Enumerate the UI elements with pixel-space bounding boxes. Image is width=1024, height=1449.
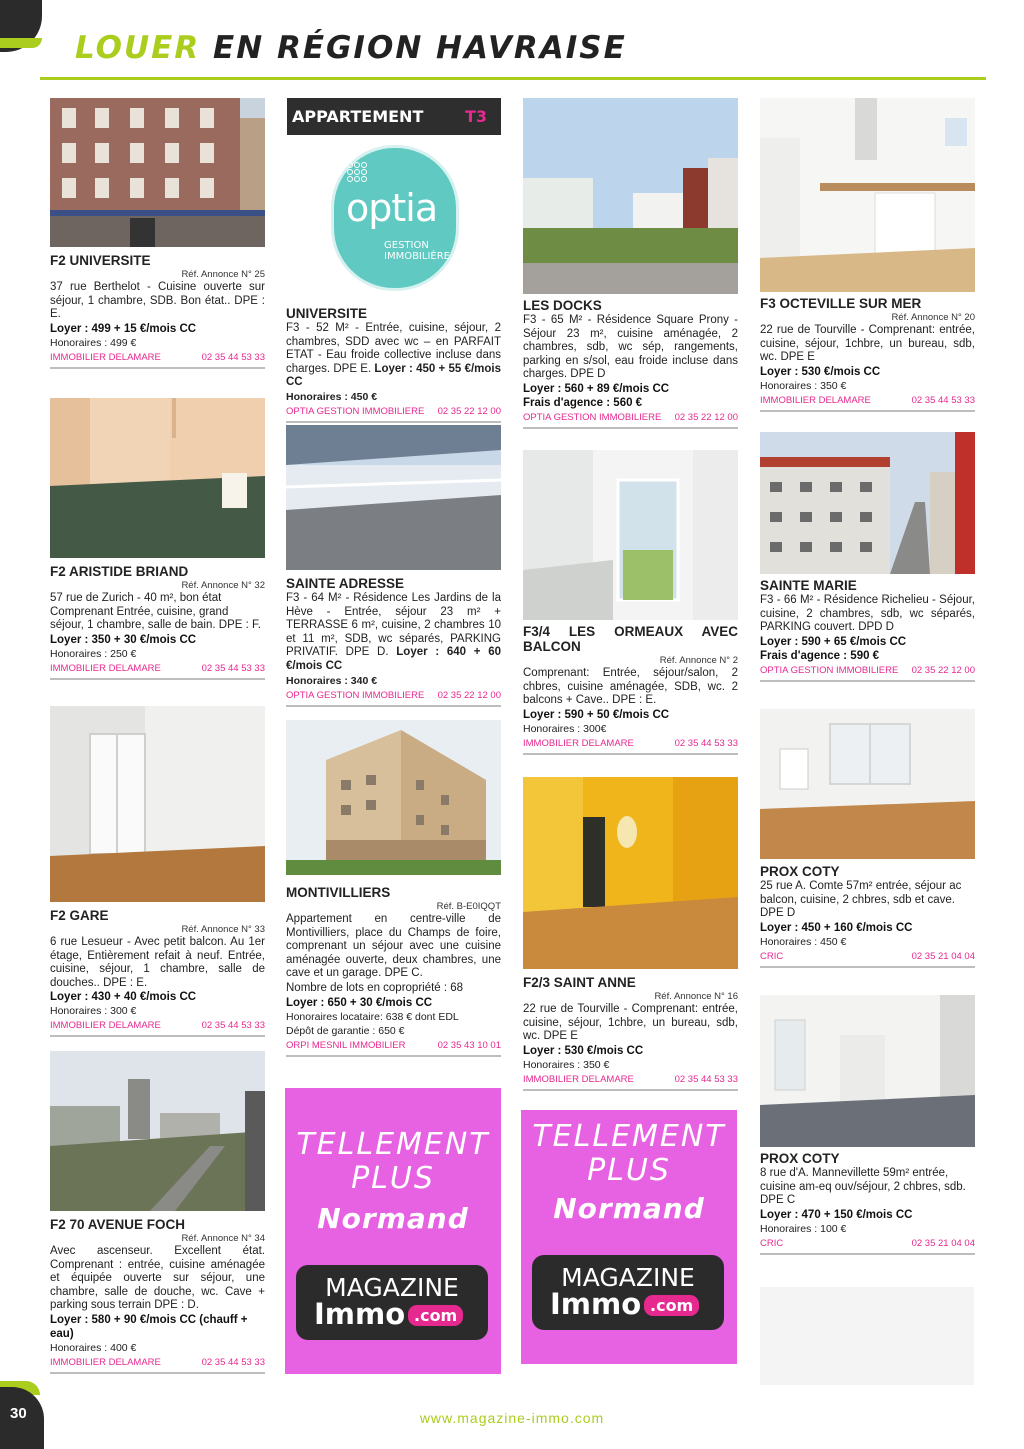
listing-deposit: Dépôt de garantie : 650 €: [286, 1024, 405, 1037]
listing-description: Appartement en centre-ville de Montivilliers, place du Champs de foire, comprenant un séjour avec une cuisine aménagée ouverte, deux chambres, une cave et un garage. DPE C.: [286, 913, 501, 980]
agency-name: IMMOBILIER DELAMARE: [50, 1020, 161, 1032]
optia-logo-subtitle: [384, 240, 450, 262]
agency-phone[interactable]: 02 35 22 12 00: [911, 664, 975, 676]
listing-agency: [760, 951, 975, 968]
page-title-rest: EN RÉGION HAVRAISE: [213, 30, 627, 66]
agency-name: OPTIA GESTION IMMOBILIERE: [523, 411, 662, 423]
agency-phone[interactable]: 02 35 44 53 33: [201, 1356, 265, 1368]
promo-tellement-plus-normand-2[interactable]: [521, 1110, 737, 1364]
promo-tellement-plus-normand[interactable]: [285, 1088, 501, 1374]
listing-f2-aristide-briand[interactable]: [50, 398, 265, 680]
listing-rent: Loyer : 580 + 90 €/mois CC (chauff + eau): [50, 1313, 248, 1340]
optia-subtitle-2: IMMOBILIÈRE: [384, 251, 450, 262]
listing-universite-t3[interactable]: [286, 300, 501, 423]
listing-photo: [50, 1051, 265, 1211]
listing-title: LES DOCKS: [523, 298, 602, 313]
listing-photo: [523, 777, 738, 969]
corner-tab: [0, 0, 42, 52]
listing-description: 22 rue de Tourville - Comprenant: entrée, cuisine, séjour, 1chbre, un bureau, sdb, wc. DPE E: [523, 1003, 738, 1043]
listing-fees: Honoraires : 450 €: [286, 390, 378, 403]
listing-agency: [286, 690, 501, 707]
logo-immo: Immo: [550, 1287, 642, 1321]
agency-phone[interactable]: 02 35 22 12 00: [437, 405, 501, 417]
listing-ref: Réf. Annonce N° 33: [181, 924, 265, 935]
agency-name: IMMOBILIER DELAMARE: [523, 1073, 634, 1085]
listing-montivilliers[interactable]: [286, 720, 501, 1057]
magazine-immo-logo: [532, 1255, 724, 1330]
listing-fees: Honoraires : 340 €: [286, 674, 378, 687]
optia-logo-word: optia: [346, 186, 438, 230]
listing-ref: Réf. B-E0IQQT: [436, 901, 501, 912]
agency-phone[interactable]: 02 35 44 53 33: [674, 1073, 738, 1085]
listing-title: SAINTE MARIE: [760, 578, 857, 593]
empty-ad-slot: [760, 1287, 974, 1385]
listing-title: F2 70 AVENUE FOCH: [50, 1217, 186, 1232]
listing-title: F2 ARISTIDE BRIAND: [50, 564, 189, 579]
listing-rent: Loyer : 560 + 89 €/mois CC: [523, 382, 670, 395]
listing-fees: Honoraires : 499 €: [50, 336, 137, 349]
listing-description: F3 - 66 M² - Résidence Richelieu - Séjour, cuisine, 2 chambres, sdb, wc séparés, PARKING couvert. DPD D: [760, 594, 975, 634]
logo-magazine: MAGAZINE: [561, 1263, 695, 1292]
listing-agency: [50, 352, 265, 369]
listing-fees: Honoraires : 250 €: [50, 647, 137, 660]
listing-title: PROX COTY: [760, 1151, 840, 1166]
listing-fees: Frais d'agence : 560 €: [523, 396, 643, 409]
listing-agency: [50, 1020, 265, 1037]
listing-photo: [50, 398, 265, 558]
listing-description: 22 rue de Tourville - Comprenant: entrée, cuisine, séjour, 1chbre, un bureau, sdb, wc. DPE E: [760, 324, 975, 364]
listing-agency: [286, 1040, 501, 1057]
listing-f3-4-les-ormeaux[interactable]: [523, 450, 738, 755]
listing-rent: Loyer : 650 + 30 €/mois CC: [286, 996, 433, 1009]
listing-description: Avec ascenseur. Excellent état. Comprenant : entrée, cuisine aménagée et équipée ouverte sur séjour, une chambre, salle de douche, wc. Cave + parking sous terrain DPE : D.: [50, 1245, 265, 1312]
page-title: [75, 30, 627, 66]
apartment-label: APPARTEMENT: [292, 107, 424, 126]
listing-f2-70-avenue-foch[interactable]: [50, 1051, 265, 1374]
listing-ref: Réf. Annonce N° 2: [659, 655, 738, 666]
listing-photo: [760, 98, 975, 292]
listing-rent: Loyer : 470 + 150 €/mois CC: [760, 1208, 913, 1221]
listing-ref: Réf. Annonce N° 25: [181, 269, 265, 280]
listing-agency: [50, 663, 265, 680]
listing-title: UNIVERSITE: [286, 306, 368, 321]
listing-agency: [286, 406, 501, 423]
logo-immo: Immo: [314, 1297, 406, 1331]
listing-agency: [523, 412, 738, 429]
optia-dots-icon: [347, 162, 367, 182]
listing-fees: Honoraires : 100 €: [760, 1222, 847, 1235]
listing-agency: [760, 665, 975, 682]
listing-title: SAINTE ADRESSE: [286, 576, 405, 591]
listing-ref: Réf. Annonce N° 34: [181, 1233, 265, 1244]
listing-rent: Loyer : 450 + 160 €/mois CC: [760, 921, 913, 934]
promo-line-3: Normand: [553, 1192, 705, 1225]
agency-phone[interactable]: 02 35 44 53 33: [674, 737, 738, 749]
listing-description: 25 rue A. Comte 57m² entrée, séjour ac balcon, cuisine, 2 chbres, sdb et cave. DPE D: [760, 880, 962, 920]
listing-title: F2/3 SAINT ANNE: [523, 975, 636, 990]
agency-phone[interactable]: 02 35 44 53 33: [201, 662, 265, 674]
listing-description: F3 - 65 M² - Résidence Square Prony - Séjour 23 m², cuisine aménagée, 2 chambres, sdb, wc sép, rangements, parking en s/sol, eau froide incluse dans charges. DPE D: [523, 314, 738, 381]
listing-photo: [523, 98, 738, 294]
listing-rent: Loyer : 430 + 40 €/mois CC: [50, 991, 197, 1004]
listing-rent: Loyer : 590 + 65 €/mois CC: [760, 635, 907, 648]
agency-phone[interactable]: 02 35 21 04 04: [911, 1237, 975, 1249]
listing-title: PROX COTY: [760, 864, 840, 879]
listing-photo: [760, 432, 975, 574]
listing-fees: Honoraires : 400 €: [50, 1341, 137, 1354]
agency-name: IMMOBILIER DELAMARE: [50, 662, 161, 674]
listing-lots: Nombre de lots en copropriété : 68: [286, 981, 464, 994]
listing-title: F3 OCTEVILLE SUR MER: [760, 296, 922, 311]
agency-name: OPTIA GESTION IMMOBILIERE: [286, 689, 425, 701]
listing-title: F3/4 LES ORMEAUX AVEC BALCON: [523, 624, 738, 654]
listing-rent: Loyer : 350 + 30 €/mois CC: [50, 633, 197, 646]
apartment-type: T3: [464, 107, 487, 126]
promo-line-2: PLUS: [587, 1153, 671, 1188]
listing-photo: [523, 450, 738, 620]
listing-agency: [523, 738, 738, 755]
listing-fees: Honoraires : 350 €: [760, 379, 847, 392]
listing-title: F2 GARE: [50, 908, 109, 923]
listing-agency: [523, 1074, 738, 1091]
listing-rent: Loyer : 499 + 15 €/mois CC: [50, 322, 197, 335]
listing-title: MONTIVILLIERS: [286, 885, 391, 900]
agency-name: ORPI MESNIL IMMOBILIER: [286, 1039, 406, 1051]
listing-photo: [286, 720, 501, 875]
listing-description: 37 rue Berthelot - Cuisine ouverte sur séjour, 1 chambre, SDB. Bon état.. DPE : E.: [50, 281, 265, 321]
listing-ref: Réf. Annonce N° 20: [891, 312, 975, 323]
listing-fees: Honoraires : 300 €: [50, 1005, 137, 1018]
optia-logo: [334, 148, 456, 288]
listing-photo: [286, 425, 501, 570]
listing-rent: Loyer : 450 + 55 €/mois CC: [286, 362, 502, 389]
optia-subtitle-1: GESTION: [384, 240, 429, 251]
agency-phone[interactable]: 02 35 22 12 00: [437, 689, 501, 701]
listing-photo: [760, 709, 975, 859]
agency-name: IMMOBILIER DELAMARE: [523, 737, 634, 749]
agency-phone[interactable]: 02 35 44 53 33: [201, 351, 265, 363]
listing-description: [286, 322, 501, 390]
logo-com: .com: [408, 1305, 463, 1326]
listing-agency: [760, 395, 975, 412]
listing-fees: Frais d'agence : 590 €: [760, 649, 880, 662]
promo-line-3: Normand: [317, 1202, 469, 1235]
listing-prox-coty-2[interactable]: [760, 995, 975, 1255]
agency-phone[interactable]: 02 35 21 04 04: [911, 950, 975, 962]
listing-prox-coty-1[interactable]: [760, 709, 975, 968]
listing-photo: [50, 706, 265, 902]
listing-sainte-marie[interactable]: [760, 432, 975, 682]
listing-description: [286, 592, 501, 674]
agency-phone[interactable]: 02 35 44 53 33: [201, 1020, 265, 1032]
listing-description: 57 rue de Zurich - 40 m², bon état Comprenant Entrée, cuisine, grand séjour, 1 chambre, salle de bain. DPE : F.: [50, 592, 261, 632]
listing-rent: Loyer : 530 €/mois CC: [760, 365, 881, 378]
listing-les-docks[interactable]: [523, 98, 738, 429]
logo-magazine: MAGAZINE: [325, 1273, 459, 1302]
page-title-accent: LOUER: [75, 30, 201, 66]
promo-line-2: PLUS: [351, 1161, 435, 1196]
listing-description-text: F3 - 64 M² - Résidence Les Jardins de la Hève - Entrée, séjour 23 m² + TERRASSE 6 m², cuisine, 2 chambres 10 et 11 m², SDB, wc séparés, PARKING PRIVATIF. DPE D.: [286, 592, 501, 659]
agency-name: IMMOBILIER DELAMARE: [760, 394, 871, 406]
listing-ref: Réf. Annonce N° 16: [654, 991, 738, 1002]
listing-f2-3-saint-anne[interactable]: [523, 777, 738, 1091]
listing-agency: [760, 1238, 975, 1255]
promo-line-1: TELLEMENT: [296, 1127, 490, 1162]
agency-phone[interactable]: 02 35 44 53 33: [911, 394, 975, 406]
page-number: 30: [10, 1405, 27, 1422]
agency-name: IMMOBILIER DELAMARE: [50, 351, 161, 363]
promo-line-1: TELLEMENT: [532, 1119, 726, 1154]
listing-f3-octeville[interactable]: [760, 98, 975, 412]
listing-fees: Honoraires : 350 €: [523, 1058, 610, 1071]
agency-name: IMMOBILIER DELAMARE: [50, 1356, 161, 1368]
listing-description: 8 rue d'A. Mannevillette 59m² entrée, cuisine am-eq ouv/séjour, 2 chbres, sdb. DPE C: [760, 1167, 966, 1207]
listing-description: 6 rue Lesueur - Avec petit balcon. Au 1er étage, Entièrement refait à neuf. Entrée, cuisine, séjour, 1 chambre, salle de douches.. DPE : E.: [50, 936, 265, 989]
listing-sainte-adresse[interactable]: [286, 425, 501, 707]
agency-name: CRIC: [760, 1237, 784, 1249]
listing-title: F2 UNIVERSITE: [50, 253, 151, 268]
header-rule: [40, 77, 986, 80]
listing-description-text: F3 - 52 M² - Entrée, cuisine, séjour, 2 chambres, SDD avec wc – en PARFAIT ETAT - Eau froide collective incluse dans charges. DPE E.: [286, 322, 501, 375]
listing-rent: Loyer : 530 €/mois CC: [523, 1044, 644, 1057]
listing-photo: [50, 98, 265, 247]
apartment-type-banner: [287, 98, 501, 135]
logo-com: .com: [644, 1295, 699, 1316]
magazine-immo-logo: [296, 1265, 488, 1340]
listing-fees: Honoraires : 450 €: [760, 935, 847, 948]
listing-agency: [50, 1357, 265, 1374]
listing-fees: Honoraires locataire: 638 € dont EDL: [286, 1010, 459, 1023]
agency-phone[interactable]: 02 35 22 12 00: [674, 411, 738, 423]
listing-f2-gare[interactable]: [50, 706, 265, 1037]
agency-name: CRIC: [760, 950, 784, 962]
agency-name: OPTIA GESTION IMMOBILIERE: [286, 405, 425, 417]
listing-ref: Réf. Annonce N° 32: [181, 580, 265, 591]
listing-rent: Loyer : 590 + 50 €/mois CC: [523, 708, 670, 721]
listing-photo: [760, 995, 975, 1147]
listing-fees: Honoraires : 300€: [523, 722, 607, 735]
listing-rent: Loyer : 640 + 60 €/mois CC: [286, 646, 501, 672]
footer-url[interactable]: www.magazine-immo.com: [419, 1410, 605, 1426]
listing-description: Comprenant: Entrée, séjour/salon, 2 chbres, cuisine aménagée, SDB, wc. 2 balcons + Cave.. DPE : E.: [523, 667, 738, 707]
agency-name: OPTIA GESTION IMMOBILIERE: [760, 664, 899, 676]
agency-phone[interactable]: 02 35 43 10 01: [437, 1039, 501, 1051]
listing-f2-universite[interactable]: [50, 98, 265, 369]
